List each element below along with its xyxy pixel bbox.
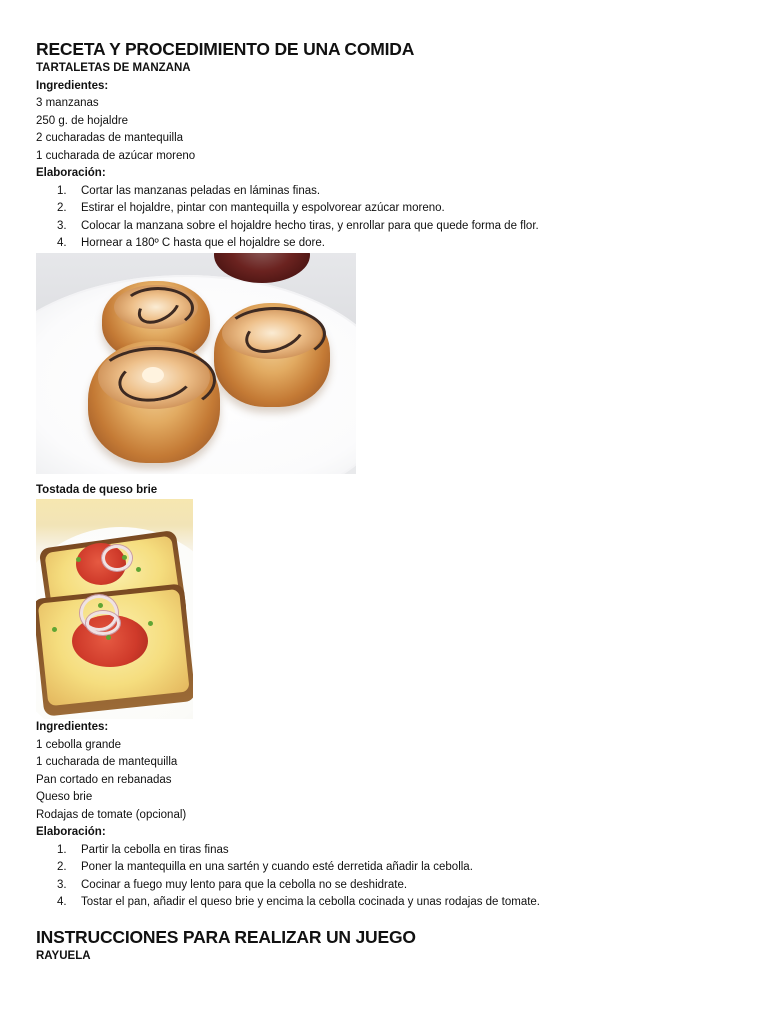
- ingredient-item: 3 manzanas: [36, 97, 99, 109]
- onion-ring-icon: [102, 545, 132, 571]
- step-text: Colocar la manzana sobre el hojaldre hecho tiras, y enrollar para que quede forma de flor.: [81, 219, 539, 232]
- ingredient-item: 2 cucharadas de mantequilla: [36, 132, 184, 144]
- apple-rose-icon: [214, 303, 330, 407]
- step-item: [36, 200, 736, 218]
- steps-list: [36, 183, 736, 253]
- step-text: Tostar el pan, añadir el queso brie y encima la cebolla cocinada y unas rodajas de tomate.: [81, 896, 540, 908]
- step-number: 4.: [57, 896, 67, 908]
- step-text: Cocinar a fuego muy lento para que la cebolla no se deshidrate.: [81, 878, 408, 891]
- step-item: [36, 859, 736, 877]
- step-text: Partir la cebolla en tiras finas: [81, 843, 229, 856]
- step-number: 1.: [57, 843, 67, 856]
- ingredient-item: 1 cebolla grande: [36, 738, 122, 751]
- step-number: 1.: [57, 184, 67, 197]
- game-title: RAYUELA: [36, 949, 91, 962]
- step-item: [36, 235, 736, 253]
- step-item: [36, 842, 736, 860]
- step-text: Estirar el hojaldre, pintar con mantequilla y espolvorear azúcar moreno.: [81, 202, 445, 214]
- section-title-recipe: RECETA Y PROCEDIMIENTO DE UNA COMIDA: [36, 39, 415, 59]
- step-text: Cortar las manzanas peladas en láminas finas.: [81, 184, 321, 197]
- section-title-game: INSTRUCCIONES PARA REALIZAR UN JUEGO: [36, 926, 416, 947]
- steps-label: Elaboración:: [36, 167, 106, 179]
- steps-label: Elaboración:: [36, 826, 106, 838]
- ingredient-item: Queso brie: [36, 791, 93, 803]
- step-number: 2.: [57, 861, 67, 873]
- recipe-title-tartaletas: TARTALETAS DE MANZANA: [36, 62, 191, 74]
- ingredients-list: [36, 737, 736, 825]
- step-item: [36, 183, 736, 201]
- ingredients-label: Ingredientes:: [36, 79, 109, 92]
- step-number: 3.: [57, 878, 67, 891]
- step-item: [36, 894, 736, 912]
- step-item: [36, 877, 736, 895]
- document-page: [36, 38, 736, 965]
- ingredient-item: Pan cortado en rebanadas: [36, 773, 172, 786]
- step-number: 3.: [57, 219, 67, 232]
- step-text: Poner la mantequilla en una sartén y cuando esté derretida añadir la cebolla.: [81, 861, 473, 873]
- ingredients-label: Ingredientes:: [36, 721, 109, 733]
- ingredients-list: [36, 95, 736, 165]
- step-text: Hornear a 180º C hasta que el hojaldre se dore.: [81, 237, 325, 249]
- step-number: 2.: [57, 202, 67, 214]
- ingredient-item: 250 g. de hojaldre: [36, 114, 129, 127]
- onion-ring-icon: [86, 611, 120, 635]
- brie-toast-photo: [36, 499, 193, 719]
- steps-list: [36, 842, 736, 912]
- apple-rose-tartlets-photo: [36, 253, 356, 474]
- apple-rose-icon: [88, 341, 220, 463]
- ingredient-item: Rodajas de tomate (opcional): [36, 808, 187, 821]
- ingredient-item: 1 cucharada de mantequilla: [36, 756, 178, 768]
- ingredient-item: 1 cucharada de azúcar moreno: [36, 149, 196, 162]
- step-number: 4.: [57, 237, 67, 249]
- step-item: [36, 218, 736, 236]
- recipe-title-tostada: Tostada de queso brie: [36, 483, 158, 496]
